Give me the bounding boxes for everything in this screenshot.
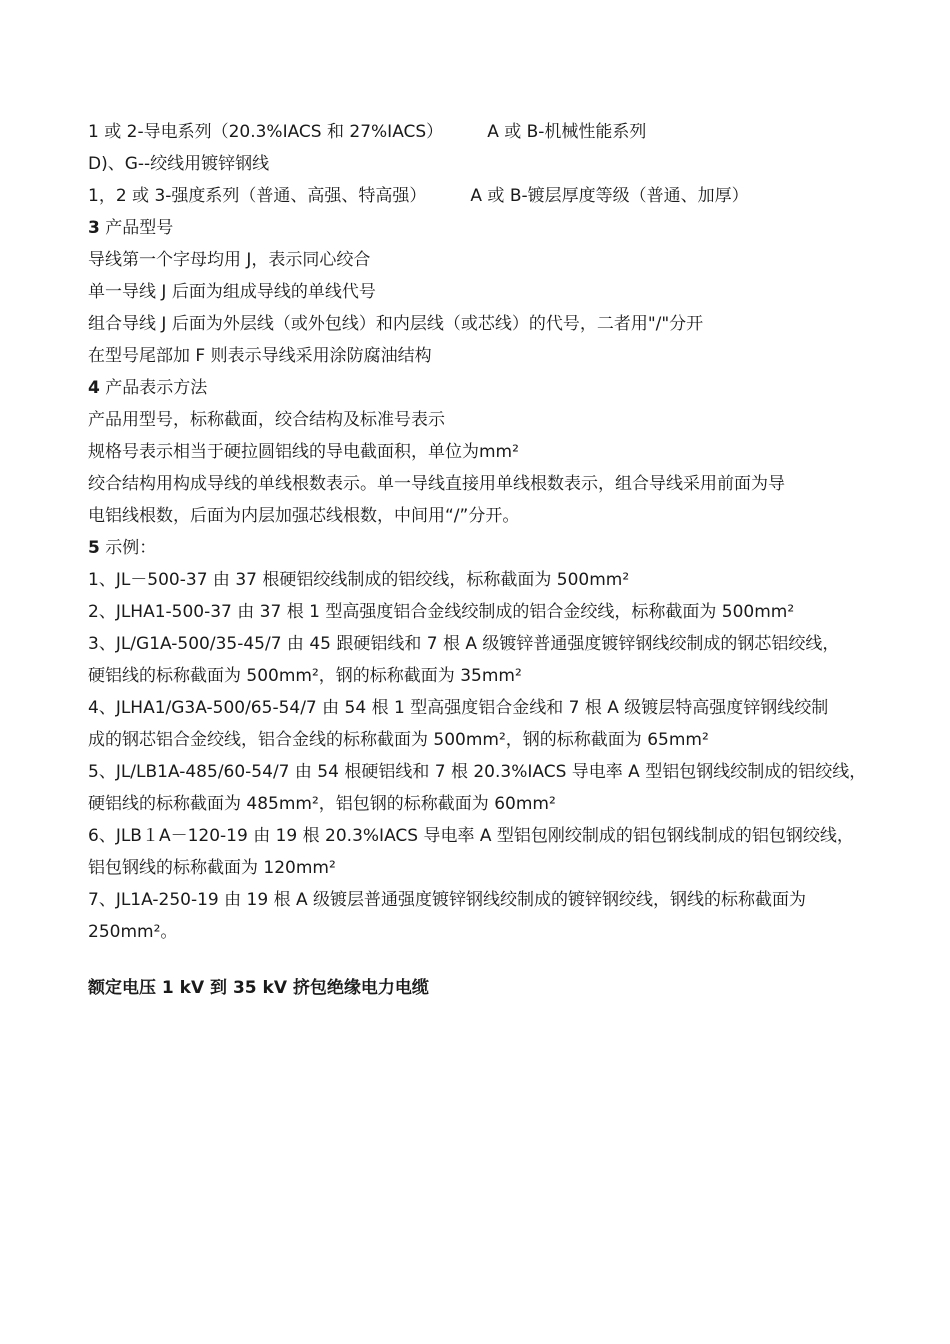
example-line: 250mm²。 <box>88 922 178 942</box>
text-segment: A 或 B-机械性能系列 <box>487 122 647 142</box>
text-line: 在型号尾部加 F 则表示导线采用涂防腐油结构 <box>88 346 432 366</box>
text-line: 规格号表示相当于硬拉圆铝线的导电截面积，单位为mm² <box>88 442 519 462</box>
text-segment: 1，2 或 3-强度系列（普通、高强、特高强） <box>88 186 427 206</box>
text-line: 电铝线根数，后面为内层加强芯线根数，中间用“/”分开。 <box>88 506 520 526</box>
heading-text: 产品型号 <box>105 218 174 238</box>
example-line: 成的钢芯铝合金绞线，铝合金线的标称截面为 500mm²，钢的标称截面为 65mm² <box>88 730 709 750</box>
example-line: 1、JL－500-37 由 37 根硬铝绞线制成的铝绞线，标称截面为 500mm² <box>88 570 630 590</box>
example-line: 7、JL1A-250-19 由 19 根 A 级镀层普通强度镀锌钢线绞制成的镀锌钢绞线，钢线的标称截面为 <box>88 890 806 910</box>
heading-text: 示例： <box>105 538 157 558</box>
example-line: 2、JLHA1-500-37 由 37 根 1 型高强度铝合金线绞制成的铝合金绞线，标称截面为 500mm² <box>88 602 795 622</box>
text-line: 绞合结构用构成导线的单线根数表示。单一导线直接用单线根数表示，组合导线采用前面为导 <box>88 474 785 494</box>
heading-number: 5 <box>88 538 100 558</box>
heading-number: 3 <box>88 218 100 238</box>
heading-text: 产品表示方法 <box>105 378 208 398</box>
example-line: 硬铝线的标称截面为 485mm²，铝包钢的标称截面为 60mm² <box>88 794 556 814</box>
document-body <box>88 116 868 1004</box>
example-line: 4、JLHA1/G3A-500/65-54/7 由 54 根 1 型高强度铝合金线和 7 根 A 级镀层特高强度锌钢线绞制 <box>88 698 829 718</box>
example-line: 铝包钢线的标称截面为 120mm² <box>88 858 336 878</box>
example-line: 6、JLB１A－120-19 由 19 根 20.3%IACS 导电率 A 型铝包刚绞制成的铝包钢线制成的铝包钢绞线， <box>88 826 854 846</box>
text-line: 组合导线 J 后面为外层线（或外包线）和内层线（或芯线）的代号，二者用"/"分开 <box>88 314 704 334</box>
text-line: 导线第一个字母均用 J，表示同心绞合 <box>88 250 371 270</box>
text-segment: 1 或 2-导电系列（20.3%IACS 和 27%IACS） <box>88 122 444 142</box>
example-line: 3、JL/G1A-500/35-45/7 由 45 跟硬铝线和 7 根 A 级镀锌普通强度镀锌钢线绞制成的钢芯铝绞线， <box>88 634 840 654</box>
section-heading-5 <box>88 532 868 564</box>
section-heading-3 <box>88 212 868 244</box>
text-line: 产品用型号，标称截面，绞合结构及标准号表示 <box>88 410 445 430</box>
text-segment: A 或 B-镀层厚度等级（普通、加厚） <box>470 186 749 206</box>
text-line: D)、G--绞线用镀锌钢线 <box>88 154 270 174</box>
example-line: 硬铝线的标称截面为 500mm²，钢的标称截面为 35mm² <box>88 666 522 686</box>
section-title: 额定电压 1 kV 到 35 kV 挤包绝缘电力电缆 <box>88 978 429 998</box>
text-line: 单一导线 J 后面为组成导线的单线代号 <box>88 282 376 302</box>
example-line: 5、JL/LB1A-485/60-54/7 由 54 根硬铝线和 7 根 20.3%IACS 导电率 A 型铝包钢线绞制成的铝绞线， <box>88 762 867 782</box>
section-heading-4 <box>88 372 868 404</box>
heading-number: 4 <box>88 378 100 398</box>
text-line <box>88 180 868 212</box>
text-line <box>88 116 868 148</box>
